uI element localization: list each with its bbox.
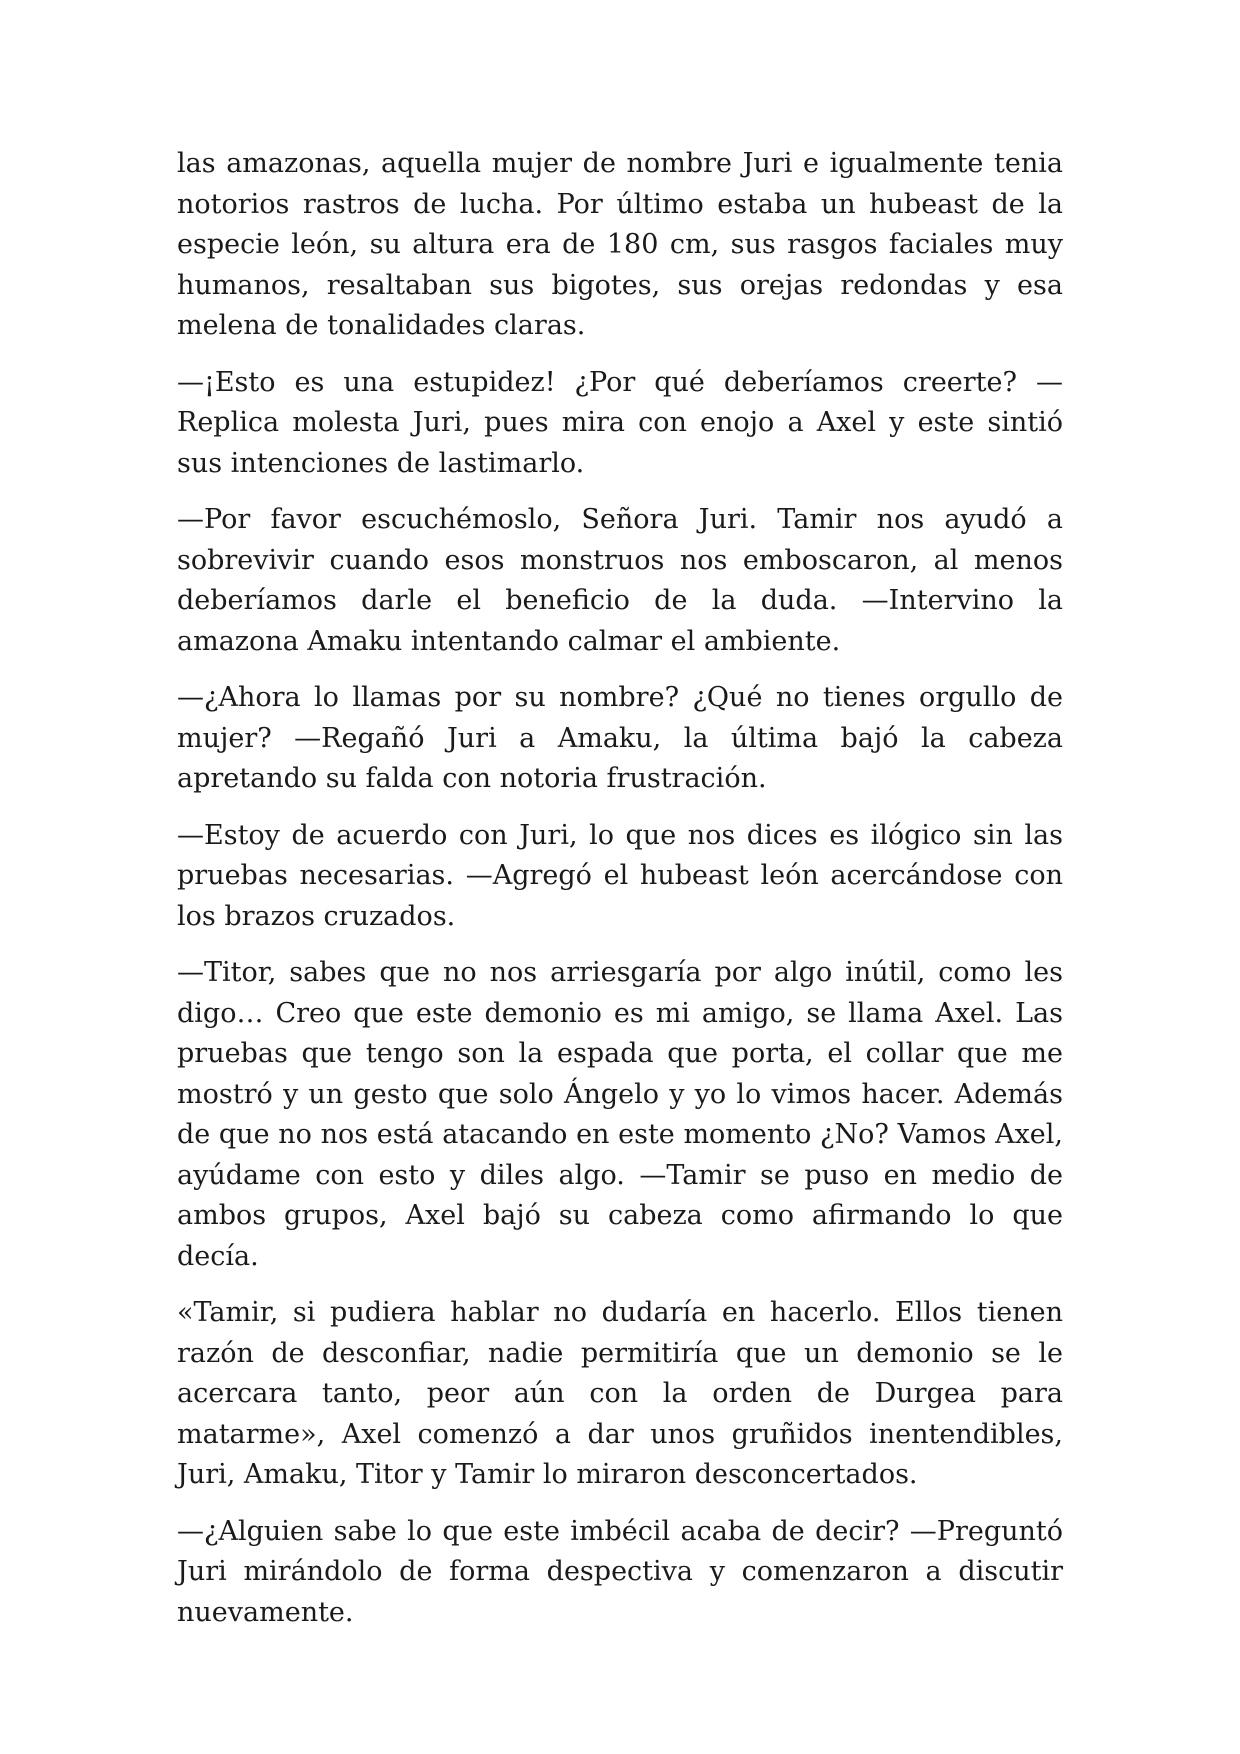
- paragraph: —¿Alguien sabe lo que este imbécil acaba de decir? —Preguntó Juri mirándolo de forma despectiva y comenzaron a discutir nuevamente.: [177, 1515, 1063, 1628]
- body-text: [177, 144, 1063, 1649]
- paragraph: «Tamir, si pudiera hablar no dudaría en hacerlo. Ellos tienen razón de desconfiar, nadie permitiría que un demonio se le acercara tanto, peor aún con la orden de Durgea para matarme», Axel comenzó a dar unos gruñidos inentendibles, Juri, Amaku, Titor y Tamir lo miraron desconcertados.: [177, 1297, 1063, 1490]
- paragraph: —Por favor escuchémoslo, Señora Juri. Tamir nos ayudó a sobrevivir cuando esos monstruos nos emboscaron, al menos deberíamos darle el beneficio de la duda. —Intervino la amazona Amaku intentando calmar el ambiente.: [177, 504, 1063, 657]
- paragraph: las amazonas, aquella mujer de nombre Juri e igualmente tenia notorios rastros de lucha. Por último estaba un hubeast de la especie león, su altura era de 180 cm, sus rasgos faciales muy humanos, resaltaban sus bigotes, sus orejas redondas y esa melena de tonalidades claras.: [177, 148, 1063, 341]
- paragraph: —Titor, sabes que no nos arriesgaría por algo inútil, como les digo… Creo que este demonio es mi amigo, se llama Axel. Las pruebas que tengo son la espada que porta, el collar que me mostró y un gesto que solo Ángelo y yo lo vimos hacer. Además de que no nos está atacando en este momento ¿No? Vamos Axel, ayúdame con esto y diles algo. —Tamir se puso en medio de ambos grupos, Axel bajó su cabeza como afirmando lo que decía.: [177, 957, 1063, 1272]
- paragraph: —Estoy de acuerdo con Juri, lo que nos dices es ilógico sin las pruebas necesarias. —Agregó el hubeast león acercándose con los brazos cruzados.: [177, 819, 1063, 932]
- paragraph: —¿Ahora lo llamas por su nombre? ¿Qué no tienes orgullo de mujer? —Regañó Juri a Amaku, la última bajó la cabeza apretando su falda con notoria frustración.: [177, 682, 1063, 794]
- paragraph: —¡Esto es una estupidez! ¿Por qué deberíamos creerte? —Replica molesta Juri, pues mira con enojo a Axel y este sintió sus intenciones de lastimarlo.: [177, 366, 1063, 479]
